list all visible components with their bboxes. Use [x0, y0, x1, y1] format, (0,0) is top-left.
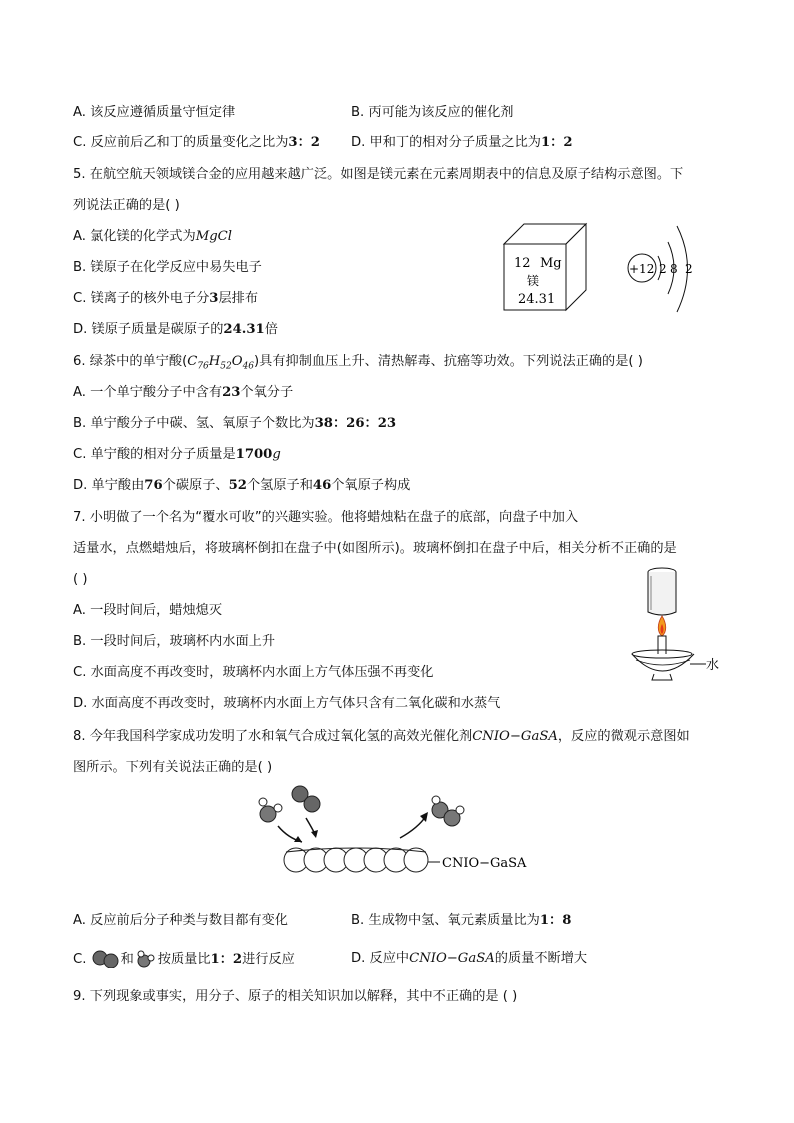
q5-option-a-formula: MgCl — [195, 229, 232, 244]
q8-option-b — [351, 912, 571, 930]
q6-stem-text2: )具有抑制血压上升、清热解毒、抗癌等功效。下列说法正确的是( ) — [254, 354, 643, 369]
q5-option-c-num: 3 — [209, 291, 219, 306]
q6-option-b-ratio: 38：26：23 — [314, 416, 397, 431]
q4-option-a: A. 该反应遵循质量守恒定律 — [73, 105, 236, 120]
q8-option-c-text2: 进行反应 — [242, 952, 295, 967]
water-hydrogen-atom-2 — [274, 804, 282, 812]
q6-option-c-text: C. 单宁酸的相对分子质量是 — [73, 447, 236, 462]
glass-body — [648, 572, 676, 615]
q8-stem-line1 — [73, 728, 690, 746]
q7-stem-line1: 7. 小明做了一个名为“覆水可收”的兴趣实验。他将蜡烛粘在盘子的底部，向盘子中加入 — [73, 510, 579, 525]
q5-option-c-text: C. 镁离子的核外电子分 — [73, 291, 210, 306]
q5-option-d-num: 24.31 — [223, 322, 265, 337]
q6-option-a-text2: 个氧分子 — [240, 385, 294, 400]
formula-o: O — [231, 354, 243, 369]
h2o-molecule-icon — [134, 950, 158, 968]
q8-option-c — [73, 950, 295, 969]
q6-option-d-n2: 52 — [228, 478, 247, 493]
q4-option-d-text: D. 甲和丁的相对分子质量之比为 — [351, 135, 541, 150]
o2-molecule-icon — [91, 950, 121, 968]
nucleus-charge: +12 — [629, 262, 655, 276]
q4-option-c — [73, 134, 320, 152]
atom-structure-figure — [620, 220, 700, 320]
q4-option-b: B. 丙可能为该反应的催化剂 — [351, 105, 514, 120]
q6-option-b-text: B. 单宁酸分子中碳、氢、氧原子个数比为 — [73, 416, 315, 431]
q8-stem-formula: CNIO−GaSA — [472, 729, 558, 744]
q8-stem-text: 8. 今年我国科学家成功发明了水和氧气合成过氧化氢的高效光催化剂 — [73, 729, 473, 744]
formula-h-sub: 52 — [220, 361, 232, 372]
q6-option-d-n3: 46 — [312, 478, 332, 493]
q6-option-a-num: 23 — [222, 385, 241, 400]
q5-stem-line1: 5. 在航空航天领域镁合金的应用越来越广泛。如图是镁元素在元素周期表中的信息及原子结构示意图。下 — [73, 167, 684, 182]
formula-c-sub: 76 — [197, 361, 209, 372]
q8-option-c-text: 按质量比 — [157, 952, 211, 967]
water-hydrogen-atom-1 — [259, 798, 267, 806]
water-label: 水 — [706, 658, 720, 673]
q6-option-d-text2: 个碳原子、 — [162, 478, 229, 493]
arrow-o2-in-head — [311, 830, 318, 838]
q6-option-d-text: D. 单宁酸由 — [73, 478, 145, 493]
q8-option-a: A. 反应前后分子种类与数目都有变化 — [73, 913, 288, 928]
q5-option-b: B. 镁原子在化学反应中易失电子 — [73, 260, 262, 275]
q4-option-d — [351, 134, 573, 152]
q6-option-d-text4: 个氧原子构成 — [331, 478, 411, 493]
q8-option-c-label: C. — [73, 952, 87, 967]
q8-option-d-text: D. 反应中 — [351, 951, 410, 966]
element-atomic-mass: 24.31 — [518, 292, 556, 307]
h2o2-hydrogen-atom-2 — [456, 806, 464, 814]
shell-1-electrons: 2 — [659, 262, 667, 276]
q6-option-b — [73, 415, 396, 433]
q6-stem — [73, 353, 643, 376]
photocatalysis-figure — [250, 782, 550, 882]
candle-experiment-figure — [628, 562, 728, 692]
q7-stem-line2: 适量水，点燃蜡烛后，将玻璃杯倒扣在盘子中(如图所示)。玻璃杯倒扣在盘子中后，相关分析不正确的是 — [73, 541, 677, 556]
q8-option-b-ratio: 1：8 — [539, 913, 572, 928]
q4-option-d-ratio: 1：2 — [540, 135, 573, 150]
q8-option-c-ratio: 1：2 — [210, 952, 243, 967]
formula-o-sub: 46 — [242, 361, 255, 372]
arrow-h2o2-out — [400, 816, 426, 838]
q6-formula — [187, 354, 255, 372]
q6-option-c-num: 1700 — [235, 447, 273, 462]
element-atomic-number: 12 — [514, 256, 531, 271]
q7-option-d: D. 水面高度不再改变时，玻璃杯内水面上方气体只含有二氧化碳和水蒸气 — [73, 696, 501, 711]
q4-option-c-ratio: 3：2 — [288, 135, 320, 150]
catalyst-label: CNIO−GaSA — [442, 856, 527, 871]
q8-stem-text2: ，反应的微观示意图如 — [557, 729, 690, 744]
q9-stem: 9. 下列现象或事实，用分子、原子的相关知识加以解释，其中不正确的是 ( ) — [73, 989, 518, 1004]
q5-option-c-text2: 层排布 — [218, 291, 259, 306]
shell-2-electrons: 8 — [670, 262, 678, 276]
q5-option-d — [73, 321, 278, 339]
q6-option-d — [73, 477, 410, 495]
formula-c: C — [187, 354, 198, 369]
q5-option-a — [73, 228, 232, 246]
element-symbol: Mg — [540, 256, 562, 271]
q7-option-b: B. 一段时间后，玻璃杯内水面上升 — [73, 634, 276, 649]
q8-option-d-text2: 的质量不断增大 — [494, 951, 588, 966]
o2-atom-2 — [304, 796, 320, 812]
q7-stem-line3: ( ) — [73, 572, 88, 587]
element-name: 镁 — [527, 274, 540, 288]
q5-option-c — [73, 290, 258, 308]
q5-option-d-text: D. 镁原子质量是碳原子的 — [73, 322, 224, 337]
q5-option-d-text2: 倍 — [264, 322, 278, 337]
q8-option-b-text: B. 生成物中氢、氧元素质量比为 — [351, 913, 540, 928]
q6-stem-text: 6. 绿茶中的单宁酸( — [73, 354, 188, 369]
q6-option-c-unit: g — [272, 447, 281, 462]
q6-option-c — [73, 446, 281, 464]
q8-option-d-formula: CNIO−GaSA — [409, 951, 495, 966]
q6-option-d-text3: 个氢原子和 — [246, 478, 313, 493]
q6-option-a-text: A. 一个单宁酸分子中含有 — [73, 385, 223, 400]
q6-option-d-n1: 76 — [144, 478, 163, 493]
q5-stem-line2: 列说法正确的是( ) — [73, 198, 180, 213]
q7-option-c: C. 水面高度不再改变时，玻璃杯内水面上方气体压强不再变化 — [73, 665, 434, 680]
q8-option-d — [351, 950, 587, 968]
q8-option-c-and: 和 — [120, 952, 134, 967]
q8-stem-line2: 图所示。下列有关说法正确的是( ) — [73, 760, 273, 775]
shell-3-electrons: 2 — [685, 262, 693, 276]
dish-foot — [652, 674, 672, 680]
q4-option-c-text: C. 反应前后乙和丁的质量变化之比为 — [73, 135, 289, 150]
q7-option-a: A. 一段时间后，蜡烛熄灭 — [73, 603, 223, 618]
q6-option-a — [73, 384, 293, 402]
formula-h: H — [208, 354, 221, 369]
element-cell-figure — [500, 220, 590, 312]
q5-option-a-text: A. 氯化镁的化学式为 — [73, 229, 196, 244]
arrow-h2o2-out-head — [420, 812, 428, 822]
catalyst-chain — [284, 848, 428, 872]
h2o2-hydrogen-atom-1 — [432, 796, 440, 804]
